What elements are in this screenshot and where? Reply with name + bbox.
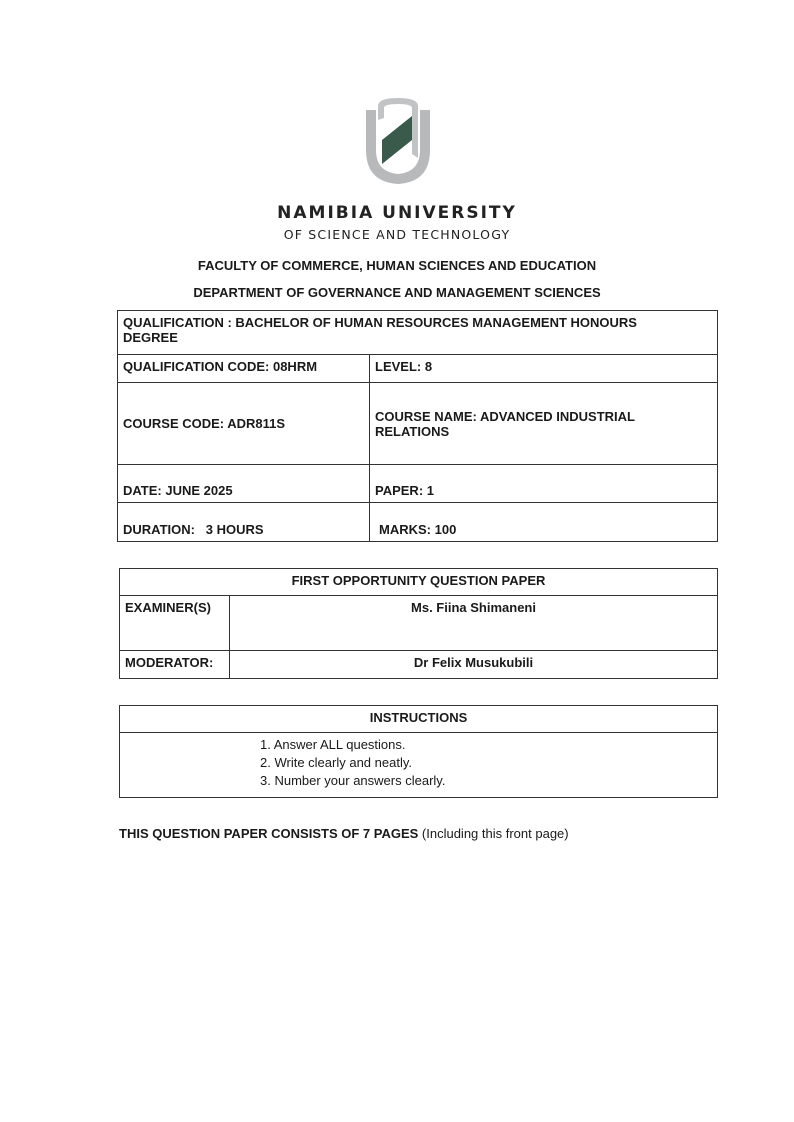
opportunity-table [119,568,718,679]
instructions-title: INSTRUCTIONS [120,706,718,733]
paper-cell: PAPER: 1 [370,465,718,503]
qualification-cell: QUALIFICATION : BACHELOR OF HUMAN RESOURCES MANAGEMENT HONOURS DEGREE [118,311,718,355]
university-logo [360,92,436,188]
instruction-item: 3. Number your answers clearly. [260,773,446,788]
course-details-table [117,310,718,542]
moderator-label: MODERATOR: [120,651,230,679]
university-subtitle: OF SCIENCE AND TECHNOLOGY [283,227,511,242]
instructions-table [119,705,718,798]
instruction-item: 2. Write clearly and neatly. [260,755,412,770]
level-cell: LEVEL: 8 [370,355,718,383]
date-cell: DATE: JUNE 2025 [118,465,370,503]
duration-cell: DURATION: 3 HOURS [118,503,370,542]
examiner-name: Ms. Fiina Shimaneni [230,596,718,651]
instructions-list [260,736,712,790]
page-count-note [119,826,569,841]
faculty-heading: FACULTY OF COMMERCE, HUMAN SCIENCES AND EDUCATION [197,258,597,273]
page-count-note-suffix: (Including this front page) [418,826,569,841]
department-heading: DEPARTMENT OF GOVERNANCE AND MANAGEMENT SCIENCES [193,285,601,300]
shield-icon [360,92,436,188]
examiner-label: EXAMINER(S) [120,596,230,651]
opportunity-title: FIRST OPPORTUNITY QUESTION PAPER [120,569,718,596]
university-name: NAMIBIA UNIVERSITY [277,203,517,223]
marks-cell: MARKS: 100 [370,503,718,542]
course-name-cell: COURSE NAME: ADVANCED INDUSTRIAL RELATIONS [370,383,718,465]
course-code-cell: COURSE CODE: ADR811S [118,383,370,465]
page-count-bold: THIS QUESTION PAPER CONSISTS OF 7 PAGES [119,826,419,841]
qualification-code-cell: QUALIFICATION CODE: 08HRM [118,355,370,383]
moderator-name: Dr Felix Musukubili [230,651,718,679]
instruction-item: 1. Answer ALL questions. [260,737,406,752]
